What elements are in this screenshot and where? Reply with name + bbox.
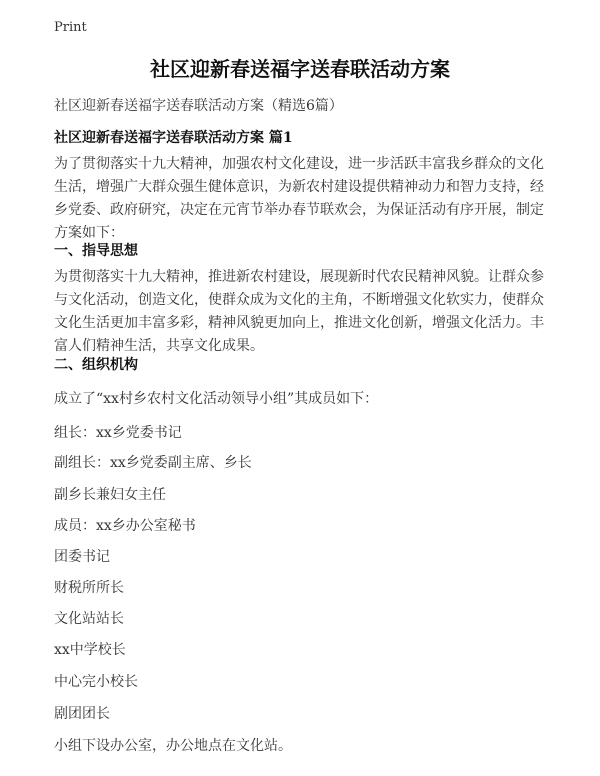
section-heading-guiding-ideology: 一、指导思想 (54, 243, 138, 259)
org-line: 组长：xx乡党委书记 (54, 425, 182, 441)
print-link[interactable]: Print (54, 20, 87, 35)
article-heading: 社区迎新春送福字送春联活动方案 篇1 (54, 130, 293, 146)
org-line: 文化站站长 (54, 611, 124, 627)
guiding-ideology-paragraph: 为贯彻落实十九大精神，推进新农村建设，展现新时代农民精神风貌。让群众参与文化活动，创造文化，使群众成为文化的主角，不断增强文化软实力，使群众文化生活更加丰富多彩，精神风貌更加向上，推进文化创新，增强文化活力。丰富人们精神生活，共享文化成果。 (54, 269, 544, 354)
org-line: 中心完小校长 (54, 674, 138, 690)
org-line: 成立了“xx村乡农村文化活动领导小组”其成员如下： (54, 391, 379, 407)
org-line: 成员：xx乡办公室秘书 (54, 518, 196, 534)
org-line: 剧团团长 (54, 706, 110, 722)
org-line: xx中学校长 (54, 642, 126, 658)
org-line: 财税所所长 (54, 580, 124, 596)
document-subtitle: 社区迎新春送福字送春联活动方案（精选6篇） (54, 98, 343, 114)
org-line: 小组下设办公室，办公地点在文化站。 (54, 738, 292, 754)
section-heading-organization: 二、组织机构 (54, 357, 138, 373)
org-line: 副组长：xx乡党委副主席、乡长 (54, 455, 252, 471)
org-line: 副乡长兼妇女主任 (54, 487, 166, 503)
org-line: 团委书记 (54, 549, 110, 565)
page-title: 社区迎新春送福字送春联活动方案 (150, 57, 450, 81)
intro-paragraph: 为了贯彻落实十九大精神，加强农村文化建设，进一步活跃丰富我乡群众的文化生活，增强广大群众强生健体意识，为新农村建设提供精神动力和智力支持，经乡党委、政府研究，决定在元宵节举办春节联欢会，为保证活动有序开展，制定方案如下： (54, 156, 544, 241)
